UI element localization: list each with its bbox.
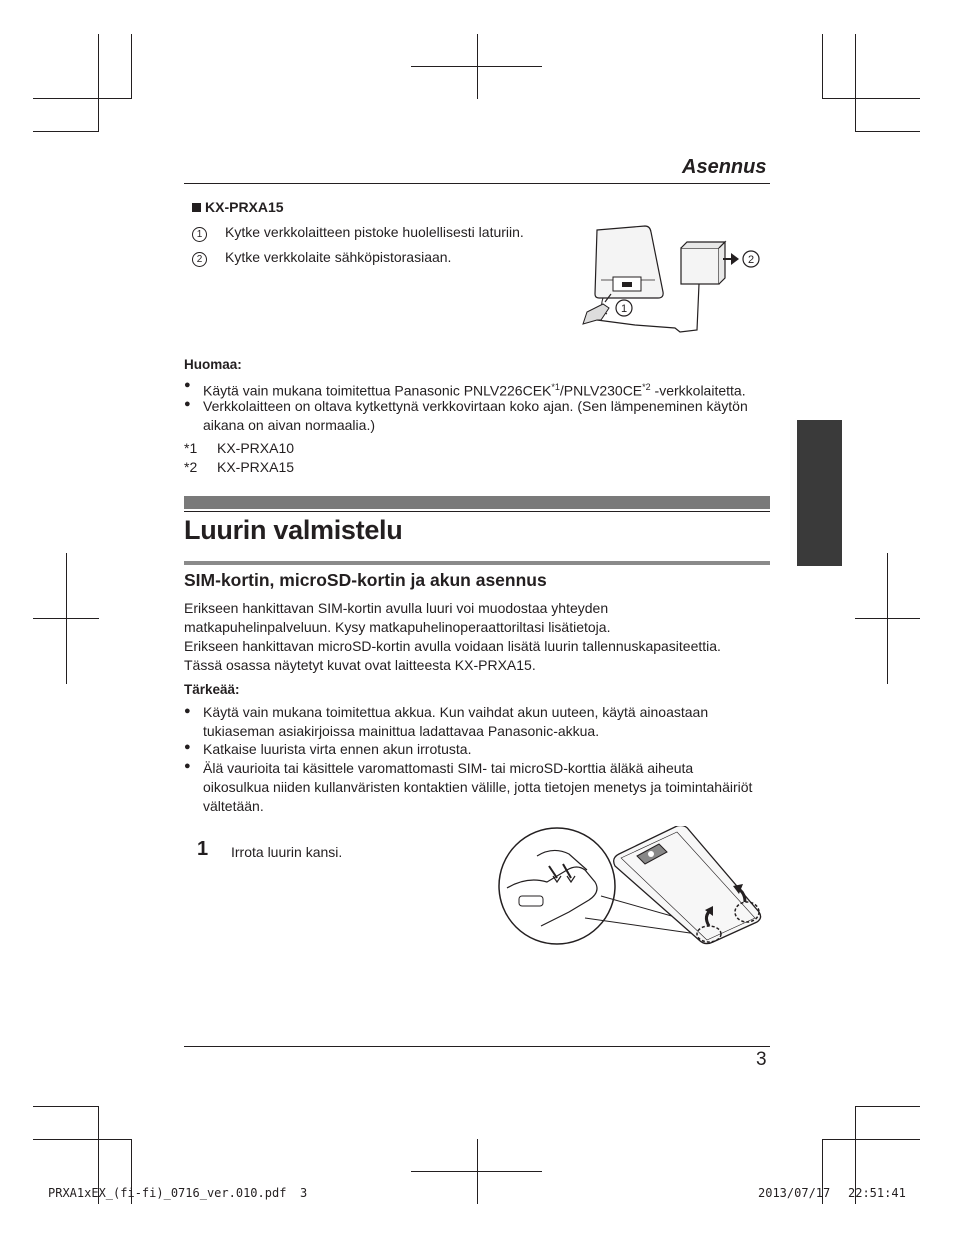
circled-number: 2 — [192, 252, 207, 267]
page-number: 3 — [756, 1049, 767, 1070]
paragraph-line: matkapuhelinpalveluun. Kysy matkapuhelinoperaattoriltasi lisätietoja. — [184, 619, 611, 635]
crop-mark — [33, 98, 131, 99]
figure-label: 1 — [620, 303, 628, 315]
crop-mark — [98, 34, 99, 132]
footnote-mark: *2 — [184, 459, 198, 475]
print-time: 22:51:41 — [848, 1186, 906, 1200]
note-text: -verkkolaitetta. — [650, 382, 746, 399]
crop-mark — [855, 34, 856, 132]
subsection-title: SIM-kortin, microSD-kortin ja akun asennus — [184, 570, 547, 590]
crop-mark — [131, 34, 132, 99]
chapter-underline — [184, 561, 770, 565]
crop-mark — [855, 618, 920, 619]
step-number: 1 — [197, 838, 209, 860]
crop-mark — [33, 1106, 99, 1107]
footnote-mark: *1 — [184, 440, 198, 456]
crop-mark — [411, 1171, 542, 1172]
bullet-icon: ● — [184, 741, 191, 753]
model-title: KX-PRXA15 — [205, 199, 284, 215]
crop-mark — [855, 1106, 920, 1107]
note-title: Huomaa: — [184, 357, 242, 372]
crop-mark — [411, 66, 542, 67]
section-title: Asennus — [682, 156, 767, 178]
header-rule — [184, 183, 770, 184]
crop-mark — [33, 1139, 131, 1140]
paragraph-line: Tässä osassa näytetyt kuvat ovat laitteesta KX-PRXA15. — [184, 657, 536, 673]
important-text: Käytä vain mukana toimitettua akkua. Kun vaihdat akun uuteen, käytä ainoastaan — [203, 704, 709, 720]
charger-illustration — [575, 222, 770, 337]
print-date: 2013/07/17 — [758, 1186, 831, 1200]
chapter-rule — [184, 511, 770, 512]
important-text: Älä vaurioita tai käsittele varomattomasti SIM- tai microSD-korttia äläkä aiheuta — [203, 760, 694, 776]
note-text: Verkkolaitteen on oltava kytkettynä verkkovirtaan koko ajan. (Sen lämpeneminen käytön — [203, 398, 748, 414]
important-text: oikosulkua niiden kullanväristen kontaktien välille, jotta tietojen menetys ja toimintahäiriöt — [203, 779, 753, 795]
important-text: tukiaseman asiakirjoissa mainittua ladattavaa Panasonic-akkua. — [203, 723, 600, 739]
paragraph-line: Erikseen hankittavan microSD-kortin avulla voidaan lisätä luurin tallennuskapasiteettia. — [184, 638, 721, 654]
footnote-ref: *1 — [551, 382, 560, 392]
note-text: aikana on aivan normaalia.) — [203, 417, 375, 433]
figure-label: 2 — [747, 254, 755, 266]
step-text: Kytke verkkolaitteen pistoke huolellisesti laturiin. — [225, 224, 524, 240]
crop-mark — [33, 618, 99, 619]
note-text: /PNLV230CE — [559, 382, 643, 399]
step-item — [192, 248, 452, 267]
crop-mark — [855, 131, 920, 132]
footnote-ref: *2 — [642, 382, 651, 392]
footnote-text: KX-PRXA10 — [217, 440, 295, 456]
print-filename: PRXA1xEX_(fi-fi)_0716_ver.010.pdf — [48, 1186, 287, 1200]
circled-number: 1 — [192, 227, 207, 242]
important-text: Katkaise luurista virta ennen akun irrotusta. — [203, 741, 472, 757]
model-heading — [192, 198, 284, 217]
paragraph-line: Erikseen hankittavan SIM-kortin avulla luuri voi muodostaa yhteyden — [184, 600, 609, 616]
bullet-icon: ● — [184, 379, 191, 391]
square-bullet-icon — [192, 203, 201, 212]
crop-mark — [33, 131, 99, 132]
footnote-text: KX-PRXA15 — [217, 459, 295, 475]
chapter-title: Luurin valmistelu — [184, 515, 403, 545]
chapter-bar — [184, 496, 770, 509]
bullet-icon: ● — [184, 705, 191, 717]
crop-mark — [822, 1139, 920, 1140]
crop-mark — [822, 98, 920, 99]
note-text: Käytä vain mukana toimitettua Panasonic PNLV226CEK — [203, 382, 552, 399]
footer-rule — [184, 1046, 770, 1047]
crop-mark — [822, 34, 823, 99]
print-page: 3 — [300, 1186, 308, 1200]
important-title: Tärkeää: — [184, 682, 240, 697]
important-text: vältetään. — [203, 798, 264, 814]
step-text: Kytke verkkolaite sähköpistorasiaan. — [225, 249, 452, 265]
step-text: Irrota luurin kansi. — [231, 844, 343, 860]
bullet-icon: ● — [184, 760, 191, 772]
handset-cover-illustration — [497, 826, 765, 946]
bullet-icon: ● — [184, 398, 191, 410]
step-item — [192, 223, 524, 242]
chapter-side-tab — [797, 420, 842, 566]
